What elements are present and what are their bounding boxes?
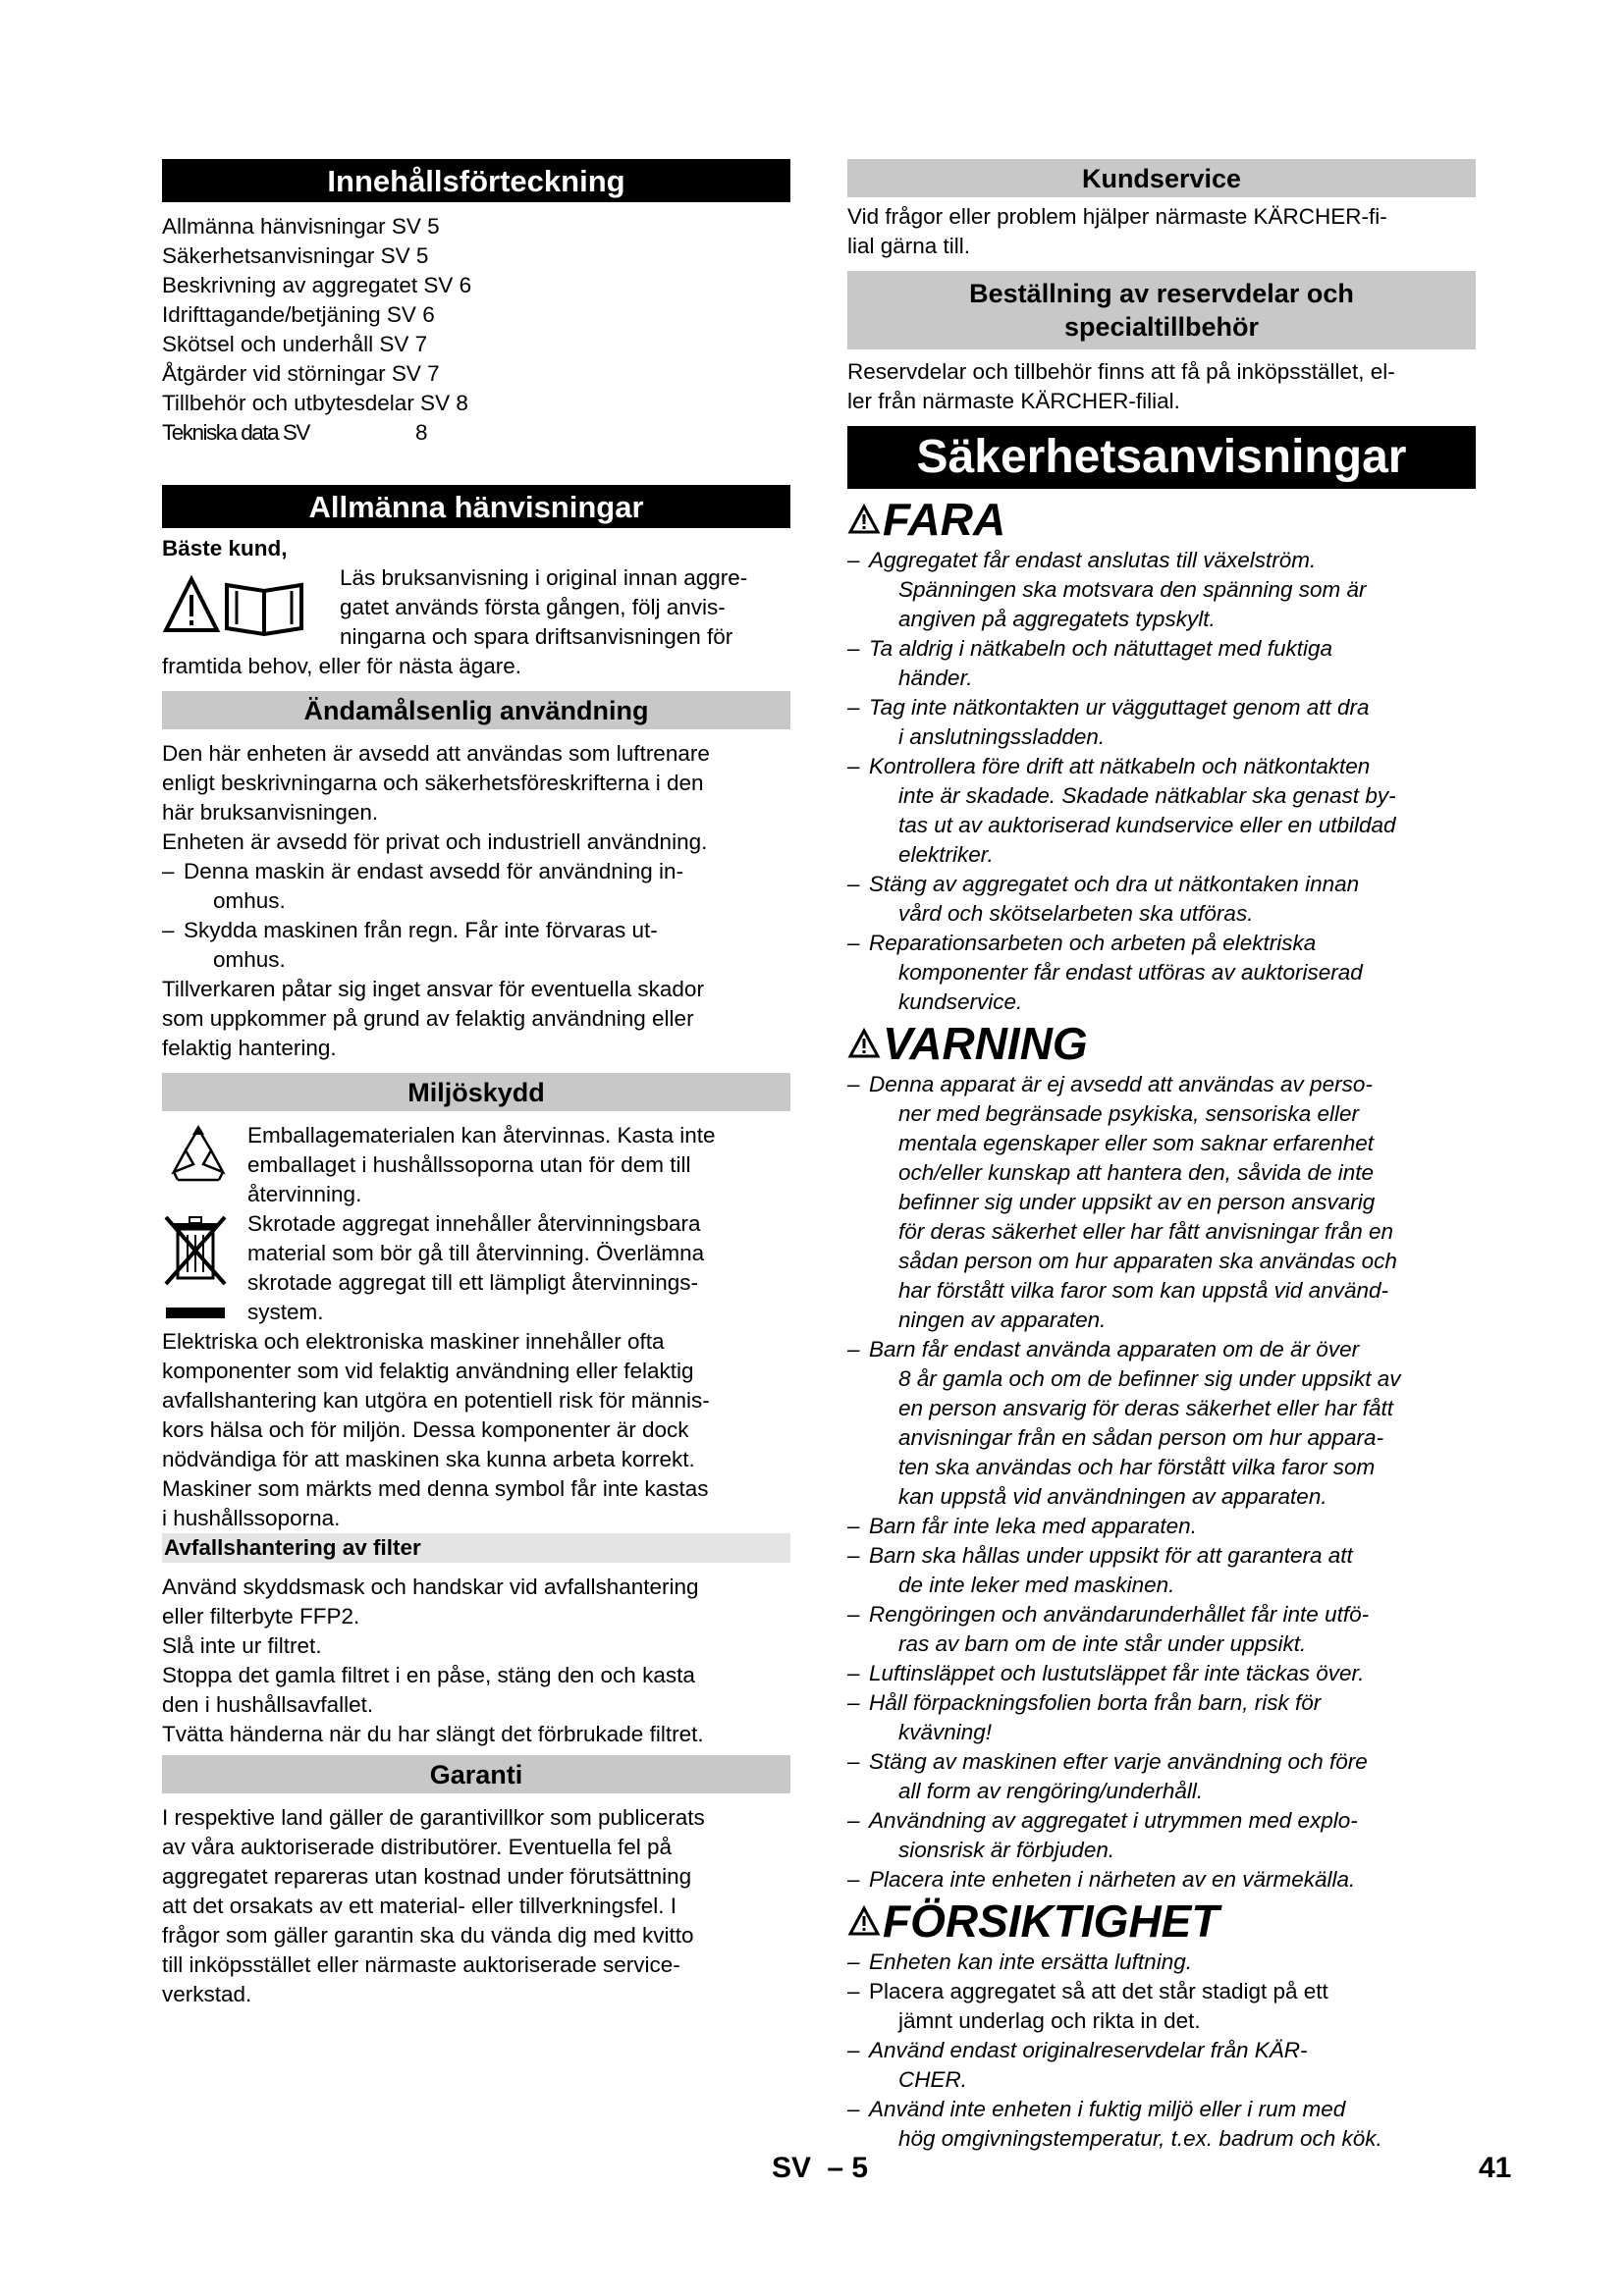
electronics-line: avfallshantering kan utgöra en potentiell risk för männis- [162,1388,710,1413]
filter-line: Tvätta händerna när du har slängt det förbrukade filtret. [162,1722,704,1746]
dash-bullet: – [847,2038,860,2062]
toc-item: Allmänna hänvisningar SV 5 [162,214,440,239]
left-column [162,159,790,2009]
bullet-text: Placera inte enheten i närheten av en värmekälla. [869,1867,1356,1892]
electronics-line: Maskiner som märkts med denna symbol får inte kastas [162,1476,709,1501]
varning-label: VARNING [883,1018,1088,1069]
dash-bullet: – [847,548,860,572]
fara-label: FARA [883,494,1006,545]
bullet-text: all form av rengöring/underhåll. [898,1779,1204,1803]
bullet-text: tas ut av auktoriserad kundservice eller en utbildad [898,813,1396,837]
bullet-text: Reparationsarbeten och arbeten på elektriska [869,931,1317,955]
varning-item [847,1541,1476,1600]
intended-line: här bruksanvisningen. [162,800,379,825]
varning-item [847,1512,1476,1541]
dash-bullet: – [847,1749,860,1774]
dash-bullet: – [847,754,860,778]
toc-last-page: 8 [415,420,428,445]
varning-item [847,1070,1476,1335]
warning-triangle-icon [847,1028,881,1059]
filter-line: Använd skyddsmask och handskar vid avfallshantering [162,1575,699,1599]
bullet-text: har förstått vilka faror som kan uppstå vid använd- [898,1278,1388,1303]
filter-line: eller filterbyte FFP2. [162,1604,360,1629]
intended-line: Enheten är avsedd för privat och industriell användning. [162,829,708,854]
dash-bullet: – [847,1514,860,1538]
bullet-text: CHER. [898,2067,968,2092]
bullet-text: angiven på aggregatets typskylt. [898,607,1216,631]
bullet-text: Stäng av maskinen efter varje användning och före [869,1749,1368,1774]
filter-line: den i hushållsavfallet. [162,1692,374,1717]
spare-parts-heading-line1: Beställning av reservdelar och [969,279,1354,308]
bullet-text: Barn ska hållas under uppsikt för att garantera att [869,1543,1353,1568]
bullet-text: vård och skötselarbeten ska utföras. [898,901,1254,926]
toc-item: Åtgärder vid störningar SV 7 [162,361,440,386]
bullet-text: Denna maskin är endast avsedd för användning in- [184,859,684,883]
bullet-text: sådan person om hur apparaten ska användas och [898,1249,1397,1273]
manual-notice [162,563,790,652]
dash-bullet: – [847,2097,860,2121]
toc-last-label: Tekniska data SV [162,420,309,445]
forsiktighet-signal-word [847,1895,1476,1948]
bullet-text: anvisningar från en sådan person om hur appara- [898,1425,1384,1450]
footer-section [772,2152,868,2185]
dash-bullet: – [847,636,860,661]
bullet-text: Spänningen ska motsvara den spänning som är [898,577,1367,602]
warranty-line: till inköpsstället eller närmaste auktoriserade service- [162,1952,680,1977]
filter-line: Stoppa det gamla filtret i en påse, stäng den och kasta [162,1663,695,1687]
warranty-line: verkstad. [162,1982,252,2006]
warranty-line: frågor som gäller garantin ska du vända dig med kvitto [162,1923,694,1948]
dash-bullet: – [847,1690,860,1715]
toc-item: Beskrivning av aggregatet SV 6 [162,273,472,297]
bullet-text: Stäng av aggregatet och dra ut nätkontaken innan [869,872,1360,896]
bullet-text: Skydda maskinen från regn. Får inte förvaras ut- [184,918,658,942]
dash-bullet: – [847,1867,860,1892]
scrap-line: Skrotade aggregat innehåller återvinningsbara [247,1211,701,1236]
bullet-text: Barn får endast använda apparaten om de är över [869,1337,1360,1362]
scrap-line: material som bör gå till återvinning. Överlämna [247,1241,705,1265]
intended-line: enligt beskrivningarna och säkerhetsföreskrifterna i den [162,771,704,795]
fara-item [847,929,1476,1017]
varning-item [847,1335,1476,1512]
bullet-text: ningen av apparaten. [898,1308,1107,1332]
fara-item [847,752,1476,870]
toc-last-row [162,418,790,448]
electronics-line: Elektriska och elektroniska maskiner innehåller ofta [162,1329,665,1354]
bullet-text: Barn får inte leka med apparaten. [869,1514,1197,1538]
varning-item [847,1600,1476,1659]
bullet-text: de inte leker med maskinen. [898,1573,1175,1597]
intended-bullet [162,857,790,916]
intro-line: Läs bruksanvisning i original innan aggre- [340,565,748,590]
bullet-text: i anslutningssladden. [898,724,1106,749]
varning-signal-word [847,1017,1476,1070]
dash-bullet: – [162,859,175,883]
recycle-line: Emballagematerialen kan återvinnas. Kasta inte [247,1123,716,1148]
bullet-text: ten ska användas och har förstått vilka faror som [898,1455,1376,1479]
footer-section-page: – 5 [827,2152,869,2184]
bullet-text: Kontrollera före drift att nätkabeln och nätkontakten [869,754,1371,778]
customer-service-heading: Kundservice [847,159,1476,197]
varning-item [847,1659,1476,1688]
dash-bullet: – [162,918,175,942]
bullet-text: inte är skadade. Skadade nätkablar ska genast by- [898,783,1396,808]
dash-bullet: – [847,1337,860,1362]
page-number: 41 [1479,2152,1512,2184]
dash-bullet: – [847,1808,860,1833]
bullet-text: omhus. [213,947,286,972]
warning-triangle-icon [847,1905,881,1937]
dash-bullet: – [847,1949,860,1974]
bullet-text: 8 år gamla och om de befinner sig under uppsikt av [898,1366,1401,1391]
varning-item [847,1806,1476,1865]
scrap-notice [162,1209,790,1327]
dash-bullet: – [847,1543,860,1568]
warranty-line: av våra auktoriserade distributörer. Eventuella fel på [162,1835,673,1859]
forsiktighet-label: FÖRSIKTIGHET [883,1896,1219,1947]
dash-bullet: – [847,695,860,720]
scrap-line: skrotade aggregat till ett lämpligt återvinnings- [247,1270,698,1295]
dash-bullet: – [847,1661,860,1685]
spare-parts-heading-line2: specialtillbehör [1063,312,1260,342]
bullet-text: elektriker. [898,842,994,867]
greeting: Bäste kund, [162,536,288,561]
bullet-text: Användning av aggregatet i utrymmen med explo- [869,1808,1358,1833]
recycle-line: emballaget i hushållssoporna utan för dem till [247,1152,691,1177]
warranty-line: I respektive land gäller de garantivillkor som publicerats [162,1805,705,1830]
bullet-text: komponenter får endast utföras av auktoriserad [898,960,1363,985]
service-line: lial gärna till. [847,234,971,258]
bullet-text: Använd inte enheten i fuktig miljö eller i rum med [869,2097,1346,2121]
bullet-text: Tag inte nätkontakten ur vägguttaget genom att dra [869,695,1370,720]
fara-item [847,546,1476,634]
electronics-line: nödvändiga för att maskinen ska kunna arbeta korrekt. [162,1447,695,1471]
bullet-text: Luftinsläppet och lustutsläppet får inte täckas över. [869,1661,1365,1685]
parts-line: Reservdelar och tillbehör finns att få på inköpsstället, el- [847,359,1395,384]
forsiktighet-item [847,2036,1476,2095]
liability-line: Tillverkaren påtar sig inget ansvar för eventuella skador [162,977,704,1001]
bullet-text: händer. [898,666,973,690]
filter-line: Slå inte ur filtret. [162,1633,322,1658]
intro-last-line: framtida behov, eller för nästa ägare. [162,654,522,678]
safety-heading: Säkerhetsanvisningar [847,426,1476,489]
dash-bullet: – [847,1072,860,1096]
fara-item [847,693,1476,752]
footer-section-code: SV [772,2152,812,2184]
fara-signal-word [847,493,1476,546]
crossed-bin-icon [162,1213,231,1328]
bullet-text: kundservice. [898,989,1023,1014]
liability-line: som uppkommer på grund av felaktig användning eller [162,1006,694,1031]
bullet-text: befinner sig under uppsikt av en person ansvarig [898,1190,1376,1214]
intro-line: gatet används första gången, följ anvis- [340,595,726,619]
forsiktighet-item [847,2095,1476,2154]
dash-bullet: – [847,1979,860,2003]
dash-bullet: – [847,872,860,896]
bullet-text: kan uppstå vid användningen av apparaten. [898,1484,1327,1509]
toc-item: Idrifttagande/betjäning SV 6 [162,302,435,327]
bullet-text: Aggregatet får endast anslutas till växelström. [869,548,1317,572]
bullet-text: kvävning! [898,1720,993,1744]
bullet-text: ner med begränsade psykiska, sensoriska eller [898,1101,1359,1126]
electronics-line: kors hälsa och för miljön. Dessa komponenter är dock [162,1417,689,1442]
warranty-heading: Garanti [162,1755,790,1793]
bullet-text: Placera aggregatet så att det står stadigt på ett [869,1979,1328,2003]
bullet-text: Håll förpackningsfolien borta från barn, risk för [869,1690,1322,1715]
bullet-text: Denna apparat är ej avsedd att användas av perso- [869,1072,1373,1096]
varning-item [847,1747,1476,1806]
fara-item [847,870,1476,929]
bullet-text: omhus. [213,888,286,913]
environment-heading: Miljöskydd [162,1073,790,1111]
spare-parts-heading [847,271,1476,349]
parts-line: ler från närmaste KÄRCHER-filial. [847,389,1180,413]
bullet-text: en person ansvarig för deras säkerhet eller har fått [898,1396,1394,1420]
varning-item [847,1688,1476,1747]
fara-item [847,634,1476,693]
warranty-line: aggregatet repareras utan kostnad under förutsättning [162,1864,692,1889]
liability-line: felaktig hantering. [162,1036,337,1060]
toc-item: Säkerhetsanvisningar SV 5 [162,243,429,268]
general-heading: Allmänna hänvisningar [162,485,790,528]
warning-book-icon [162,575,307,641]
dash-bullet: – [847,1602,860,1627]
warning-triangle-icon [847,504,881,535]
bullet-text: jämnt underlag och rikta in det. [898,2008,1201,2033]
recycle-icon [164,1123,233,1193]
bullet-text: Använd endast originalreservdelar från KÄR- [869,2038,1308,2062]
bullet-text: Ta aldrig i nätkabeln och nätuttaget med fuktiga [869,636,1332,661]
intro-line: ningarna och spara driftsanvisningen för [340,624,733,649]
electronics-line: i hushållssoporna. [162,1506,341,1530]
forsiktighet-item [847,1948,1476,1977]
bullet-text: sionsrisk är förbjuden. [898,1838,1115,1862]
recycle-line: återvinning. [247,1182,362,1206]
warranty-line: att det orsakats av ett material- eller tillverkningsfel. I [162,1894,677,1918]
toc-list [162,212,790,418]
scrap-line: system. [247,1300,324,1324]
bullet-text: hög omgivningstemperatur, t.ex. badrum och kök. [898,2126,1382,2151]
intended-line: Den här enheten är avsedd att användas som luftrenare [162,741,710,766]
dash-bullet: – [847,931,860,955]
bullet-text: Enheten kan inte ersätta luftning. [869,1949,1192,1974]
bullet-text: mentala egenskaper eller som saknar erfarenhet [898,1131,1375,1155]
forsiktighet-item [847,1977,1476,2036]
right-column [847,159,1476,2154]
bullet-text: Rengöringen och användarunderhållet får inte utfö- [869,1602,1370,1627]
bullet-text: och/eller kunskap att hantera den, såvida de inte [898,1160,1375,1185]
toc-heading: Innehållsförteckning [162,159,790,202]
bullet-text: ras av barn om de inte står under uppsikt. [898,1631,1307,1656]
intended-bullet [162,916,790,975]
bullet-text: för deras säkerhet eller har fått anvisningar från en [898,1219,1394,1244]
electronics-line: komponenter som vid felaktig användning eller felaktig [162,1359,694,1383]
toc-item: Tillbehör och utbytesdelar SV 8 [162,391,468,415]
varning-item [847,1865,1476,1895]
recycle-notice [162,1121,790,1209]
service-line: Vid frågor eller problem hjälper närmaste KÄRCHER-fi- [847,204,1387,229]
filter-disposal-heading: Avfallshantering av filter [162,1533,790,1563]
toc-item: Skötsel och underhåll SV 7 [162,332,428,356]
intended-use-heading: Ändamålsenlig användning [162,691,790,729]
